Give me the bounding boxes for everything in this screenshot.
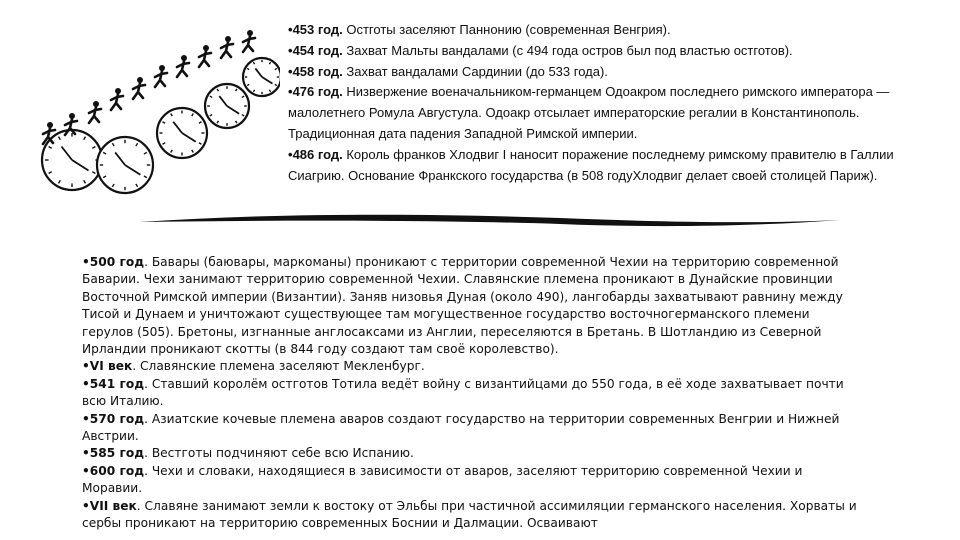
bullet-mark: • bbox=[288, 42, 293, 58]
entry-text: Остготы заселяют Паннонию (современная Венгрия). bbox=[342, 22, 671, 37]
runner-icon bbox=[89, 101, 101, 123]
entry-text: . Вестготы подчиняют себе всю Испанию. bbox=[144, 446, 414, 461]
runner-icon bbox=[199, 45, 211, 67]
timeline-entry bbox=[288, 145, 908, 187]
top-text-block bbox=[288, 20, 908, 186]
clock-icon bbox=[97, 137, 153, 193]
bullet-mark: • bbox=[288, 22, 293, 37]
entry-year: 541 год bbox=[89, 376, 145, 391]
bullet-mark: • bbox=[82, 446, 90, 461]
entry-year: 600 год bbox=[89, 463, 145, 478]
entry-year: VI век bbox=[89, 359, 133, 374]
entry-year: 453 год. bbox=[292, 22, 343, 37]
bullet-mark: • bbox=[82, 359, 90, 374]
timeline-entry bbox=[82, 254, 862, 358]
timeline-entry bbox=[82, 445, 862, 462]
bullet-mark: • bbox=[82, 463, 90, 478]
timeline-entry bbox=[288, 82, 908, 144]
entry-text: Король франков Хлодвиг I наносит поражение последнему римскому правителю в Галлии Сиагрию. Основание Франкского государства (в 508 годуХлодвиг делает своей столицей Париж). bbox=[288, 146, 894, 183]
runner-icon bbox=[111, 88, 123, 110]
bullet-mark: • bbox=[82, 255, 90, 269]
timeline-entry bbox=[288, 20, 908, 41]
entry-text: . Чехи и словаки, находящиеся в зависимости от аваров, заселяют территорию современной Чехии и Моравии. bbox=[82, 463, 803, 496]
bottom-text-block bbox=[82, 254, 862, 533]
runner-icon bbox=[243, 30, 255, 52]
bullet-mark: • bbox=[288, 84, 293, 100]
entry-year: 500 год bbox=[89, 255, 145, 269]
clock-icon bbox=[243, 58, 280, 96]
runner-icon bbox=[221, 36, 233, 58]
bullet-mark: • bbox=[82, 411, 90, 426]
entry-year: 454 год. bbox=[292, 42, 343, 58]
timeline-entry bbox=[82, 463, 862, 498]
entry-text: . Славяне занимают земли к востоку от Эльбы при частичной ассимиляции германского населения. Хорваты и сербы проникают на территорию современных Боснии и Далмации. Осваивают bbox=[82, 498, 857, 531]
entry-text: . Ставший королём остготов Тотила ведёт войну с византийцами до 550 года, в её ходе захватывает почти всю Италию. bbox=[82, 376, 844, 409]
bullet-mark: • bbox=[82, 376, 90, 391]
timeline-entry bbox=[82, 358, 862, 375]
entry-text: Низвержение военачальником-германцем Одоакром последнего римского императора — малолетнего Ромула Августула. Одоакр отсылает императорские регалии в Константинополь. Традиционная дата падения Западной Римской империи. bbox=[288, 84, 890, 141]
timeline-entry bbox=[82, 376, 862, 411]
timeline-entry bbox=[288, 41, 908, 62]
entry-year: 585 год bbox=[89, 446, 145, 461]
entry-text: . Азиатские кочевые племена аваров создают государство на территории современных Венгрии и Нижней Австрии. bbox=[82, 411, 840, 444]
wave-divider bbox=[140, 210, 840, 232]
timeline-entry bbox=[82, 411, 862, 446]
entry-text: . Славянские племена заселяют Мекленбург. bbox=[132, 359, 425, 374]
entry-text: Захват Мальты вандалами (с 494 года остров был под властью остготов). bbox=[342, 42, 793, 58]
entry-year: 570 год bbox=[89, 411, 145, 426]
entry-year: 476 год. bbox=[292, 84, 343, 100]
entry-year: 486 год. bbox=[292, 146, 343, 162]
clock-icon bbox=[205, 84, 249, 128]
bullet-mark: • bbox=[288, 146, 293, 162]
entry-year: 458 год. bbox=[292, 63, 343, 79]
running-men-clocks-icon bbox=[30, 30, 280, 220]
entry-year: VII век bbox=[89, 498, 137, 513]
entry-text: Захват вандалами Сардинии (до 533 года). bbox=[342, 63, 608, 79]
entry-text: . Бавары (баювары, маркоманы) проникают с территории современной Чехии на территорию современной Баварии. Чехи занимают территорию современной Чехии. Славянские племена проникают в Дунайские провинции Восточной Римской империи (Византии). Заняв низовья Дуная (около 490), лангобарды захватывают равнину между Тисой и Дунаем и уничтожают существующее там могущественное государство восточногерманского племени герулов (505). Бретоны, изгнанные англосаксами из Англии, переселяются в Бретань. В Шотландию из Северной Ирландии проникают скотты (в 844 году создают там своё королевство). bbox=[82, 255, 843, 357]
timeline-entry bbox=[82, 498, 862, 533]
bullet-mark: • bbox=[288, 63, 293, 79]
runner-icon bbox=[155, 65, 167, 87]
clock-icon bbox=[157, 108, 207, 158]
runner-icon bbox=[177, 55, 189, 77]
timeline-entry bbox=[288, 62, 908, 83]
bullet-mark: • bbox=[82, 498, 90, 513]
runner-icon bbox=[133, 77, 145, 99]
